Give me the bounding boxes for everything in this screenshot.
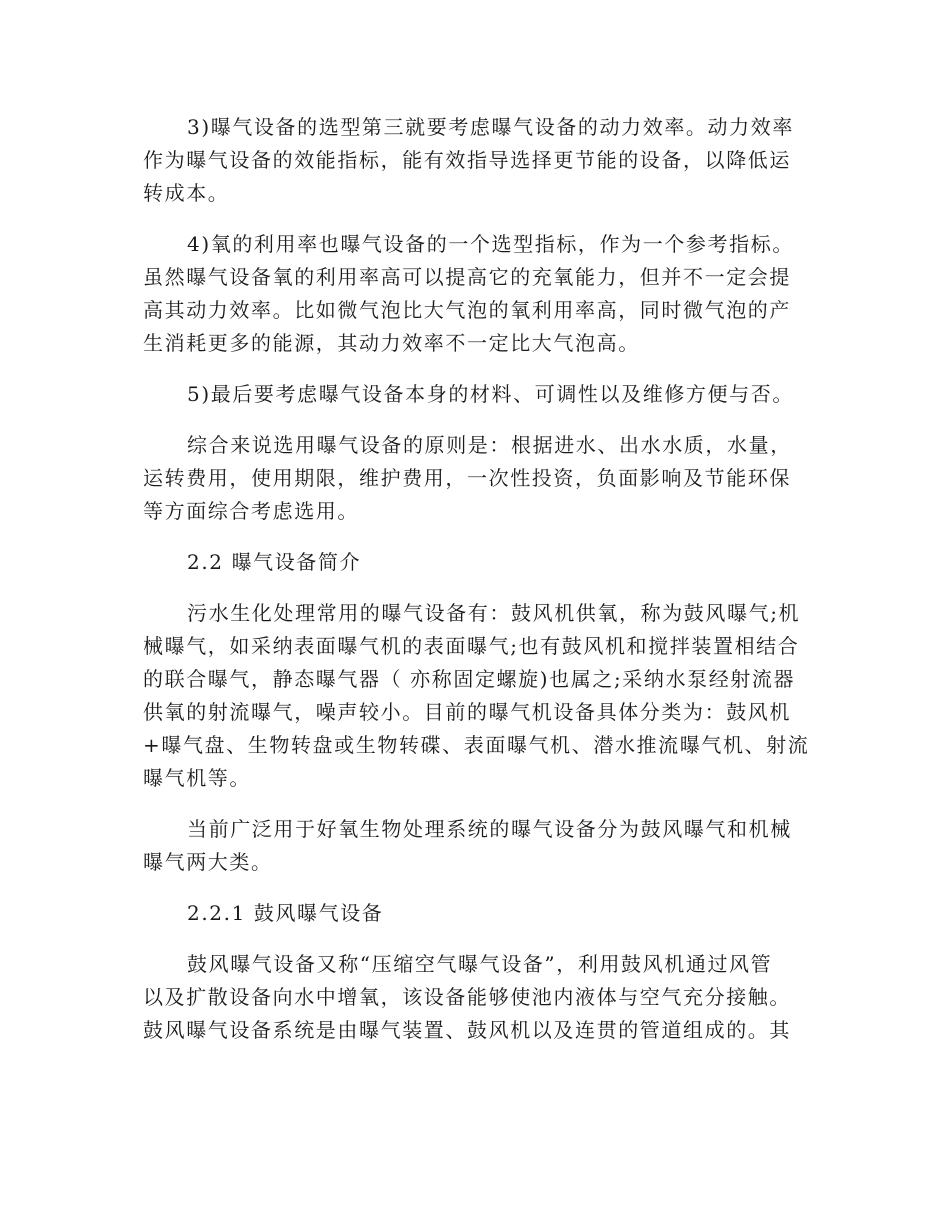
paragraph-selection-criterion-4 bbox=[143, 228, 815, 360]
text-line: 污水生化处理常用的曝气设备有：鼓风机供氧，称为鼓风曝气;机 bbox=[187, 601, 801, 625]
text-line: 生消耗更多的能源，其动力效率不一定比大气泡高。 bbox=[143, 331, 640, 355]
text-line: 当前广泛用于好氧生物处理系统的曝气设备分为鼓风曝气和机械 bbox=[187, 817, 792, 841]
text-line: 综合来说选用曝气设备的原则是：根据进水、出水水质，水量， bbox=[187, 433, 792, 457]
text-line: 的联合曝气，静态曝气器（ 亦称固定螺旋)也属之;采纳水泵经射流器 bbox=[143, 667, 796, 691]
text-line: 转成本。 bbox=[143, 181, 230, 205]
text-line: 高其动力效率。比如微气泡比大气泡的氧利用率高，同时微气泡的产 bbox=[143, 298, 791, 322]
text-line: 曝气机等。 bbox=[143, 766, 251, 790]
text-line: 运转费用，使用期限，维护费用，一次性投资，负面影响及节能环保 bbox=[143, 466, 791, 490]
text-line: 械曝气，如采纳表面曝气机的表面曝气;也有鼓风机和搅拌装置相结合 bbox=[143, 634, 800, 658]
text-line: 曝气两大类。 bbox=[143, 850, 273, 874]
heading-text: 2.2.1 鼓风曝气设备 bbox=[187, 901, 384, 925]
text-line: 虽然曝气设备氧的利用率高可以提高它的充氧能力，但并不一定会提 bbox=[143, 265, 791, 289]
text-line: 鼓风曝气设备又称“压缩空气曝气设备”，利用鼓风机通过风管 bbox=[187, 952, 773, 976]
heading-text: 2.2 曝气设备简介 bbox=[187, 550, 362, 574]
paragraph-blower-aeration bbox=[143, 948, 815, 1047]
section-heading-2-2 bbox=[143, 546, 815, 579]
text-line: 以及扩散设备向水中增氧，该设备能够使池内液体与空气充分接触。 bbox=[143, 985, 791, 1009]
text-line: 等方面综合考虑选用。 bbox=[143, 499, 359, 523]
text-line: 供氧的射流曝气，噪声较小。目前的曝气机设备具体分类为：鼓风机 bbox=[143, 700, 791, 724]
paragraph-selection-criterion-5 bbox=[143, 378, 815, 411]
text-line: 5)最后要考虑曝气设备本身的材料、可调性以及维修方便与否。 bbox=[187, 382, 794, 406]
text-line: 鼓风曝气设备系统是由曝气装置、鼓风机以及连贯的管道组成的。其 bbox=[143, 1018, 791, 1042]
paragraph-selection-criterion-3 bbox=[143, 111, 815, 210]
paragraph-two-categories bbox=[143, 813, 815, 879]
text-line: 3)曝气设备的选型第三就要考虑曝气设备的动力效率。动力效率 bbox=[187, 115, 794, 139]
text-line: +曝气盘、生物转盘或生物转碟、表面曝气机、潜水推流曝气机、射流 bbox=[143, 733, 810, 757]
paragraph-aeration-types bbox=[143, 597, 815, 795]
section-heading-2-2-1 bbox=[143, 897, 815, 930]
text-line: 4)氧的利用率也曝气设备的一个选型指标，作为一个参考指标。 bbox=[187, 232, 794, 256]
paragraph-selection-summary bbox=[143, 429, 815, 528]
text-line: 作为曝气设备的效能指标，能有效指导选择更节能的设备，以降低运 bbox=[143, 148, 791, 172]
